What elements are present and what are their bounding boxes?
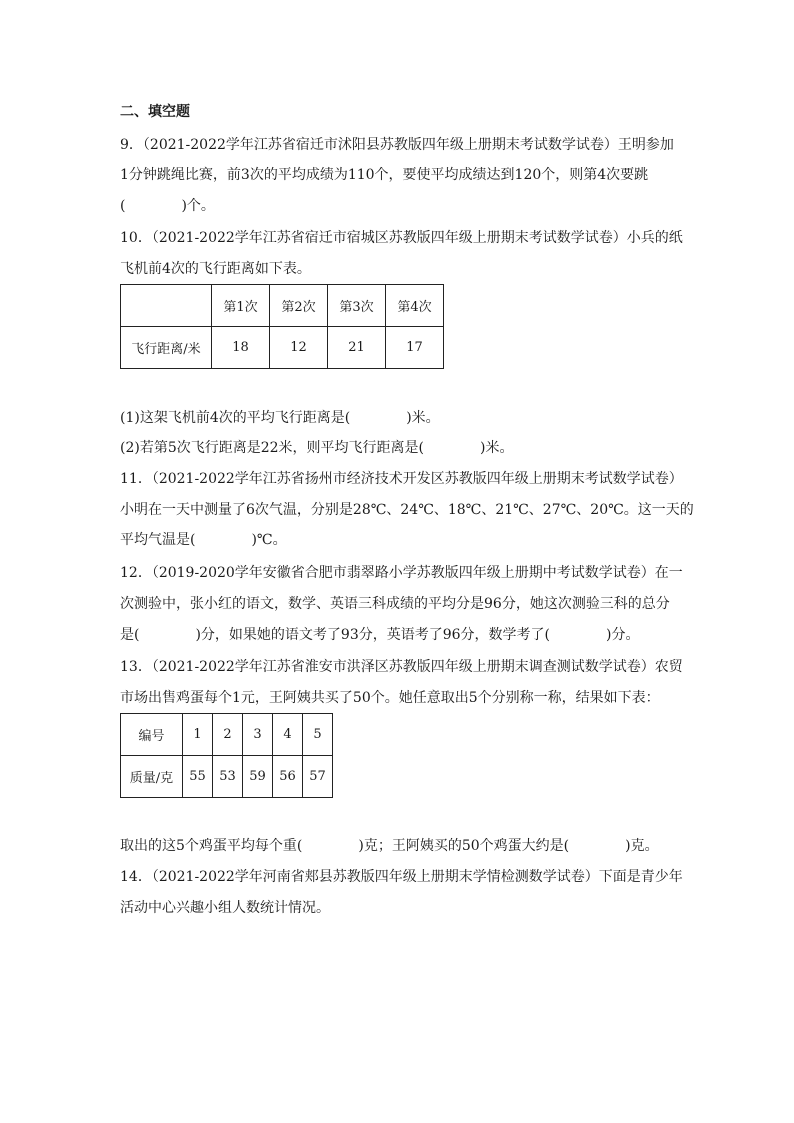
table-cell: 17 bbox=[386, 327, 444, 369]
table-header-cell: 3 bbox=[243, 714, 273, 756]
table-row-label: 飞行距离/米 bbox=[121, 327, 212, 369]
table-header-cell bbox=[121, 285, 212, 327]
question-12-line-2: 次测验中，张小红的语文，数学、英语三科成绩的平均分是96分，她这次测验三科的总分 bbox=[120, 596, 670, 612]
table-header-cell: 4 bbox=[273, 714, 303, 756]
question-10-line-2: 飞机前4次的飞行距离如下表。 bbox=[120, 261, 311, 277]
table-header-cell: 1 bbox=[183, 714, 213, 756]
question-10-line-1: 10．（2021-2022学年江苏省宿迁市宿城区苏教版四年级上册期末考试数学试卷）小兵的纸 bbox=[120, 230, 683, 246]
flight-distance-table bbox=[120, 284, 444, 369]
question-14-line-1: 14．（2021-2022学年河南省郏县苏教版四年级上册期末学情检测数学试卷）下面是青少年 bbox=[120, 869, 683, 885]
table-header-cell: 第2次 bbox=[270, 285, 328, 327]
table-cell: 53 bbox=[213, 756, 243, 798]
question-13-line-2: 市场出售鸡蛋每个1元，王阿姨共买了50个。她任意取出5个分别称一称，结果如下表： bbox=[120, 690, 660, 706]
question-10-sub-1: (1)这架飞机前4次的平均飞行距离是( )米。 bbox=[120, 410, 440, 426]
egg-weight-table bbox=[120, 713, 333, 798]
table-cell: 12 bbox=[270, 327, 328, 369]
question-11-line-2: 小明在一天中测量了6次气温，分别是28℃、24℃、18℃、21℃、27℃、20℃。这一天的 bbox=[120, 502, 694, 518]
table-cell: 59 bbox=[243, 756, 273, 798]
table-cell: 55 bbox=[183, 756, 213, 798]
table-header-cell: 5 bbox=[303, 714, 333, 756]
question-13-line-1: 13．（2021-2022学年江苏省淮安市洪泽区苏教版四年级上册期末调查测试数学试卷）农贸 bbox=[120, 659, 683, 675]
question-12-line-3: 是( )分，如果她的语文考了93分，英语考了96分，数学考了( )分。 bbox=[120, 627, 640, 643]
table-cell: 21 bbox=[328, 327, 386, 369]
table-header-cell: 第1次 bbox=[212, 285, 270, 327]
table-header-cell: 第3次 bbox=[328, 285, 386, 327]
table-header-cell: 2 bbox=[213, 714, 243, 756]
question-11-line-1: 11．（2021-2022学年江苏省扬州市经济技术开发区苏教版四年级上册期末考试数学试卷） bbox=[120, 471, 683, 487]
section-title: 二、填空题 bbox=[120, 104, 190, 120]
table-header-label: 编号 bbox=[121, 714, 183, 756]
question-13-answer-line: 取出的这5个鸡蛋平均每个重( )克；王阿姨买的50个鸡蛋大约是( )克。 bbox=[120, 838, 659, 854]
question-9-line-1: 9．（2021-2022学年江苏省宿迁市沭阳县苏教版四年级上册期末考试数学试卷）王明参加 bbox=[120, 137, 674, 153]
question-14-line-2: 活动中心兴趣小组人数统计情况。 bbox=[120, 900, 330, 916]
table-header-cell: 第4次 bbox=[386, 285, 444, 327]
table-cell: 57 bbox=[303, 756, 333, 798]
question-9-line-2: 1分钟跳绳比赛，前3次的平均成绩为110个，要使平均成绩达到120个，则第4次要跳 bbox=[120, 167, 649, 183]
table-cell: 18 bbox=[212, 327, 270, 369]
table-cell: 56 bbox=[273, 756, 303, 798]
question-10-sub-2: (2)若第5次飞行距离是22米，则平均飞行距离是( )米。 bbox=[120, 440, 514, 456]
question-12-line-1: 12．（2019-2020学年安徽省合肥市翡翠路小学苏教版四年级上册期中考试数学试卷）在一 bbox=[120, 565, 683, 581]
table-row-label: 质量/克 bbox=[121, 756, 183, 798]
question-9-line-3: ( )个。 bbox=[120, 198, 215, 214]
question-11-line-3: 平均气温是( )℃。 bbox=[120, 532, 287, 548]
